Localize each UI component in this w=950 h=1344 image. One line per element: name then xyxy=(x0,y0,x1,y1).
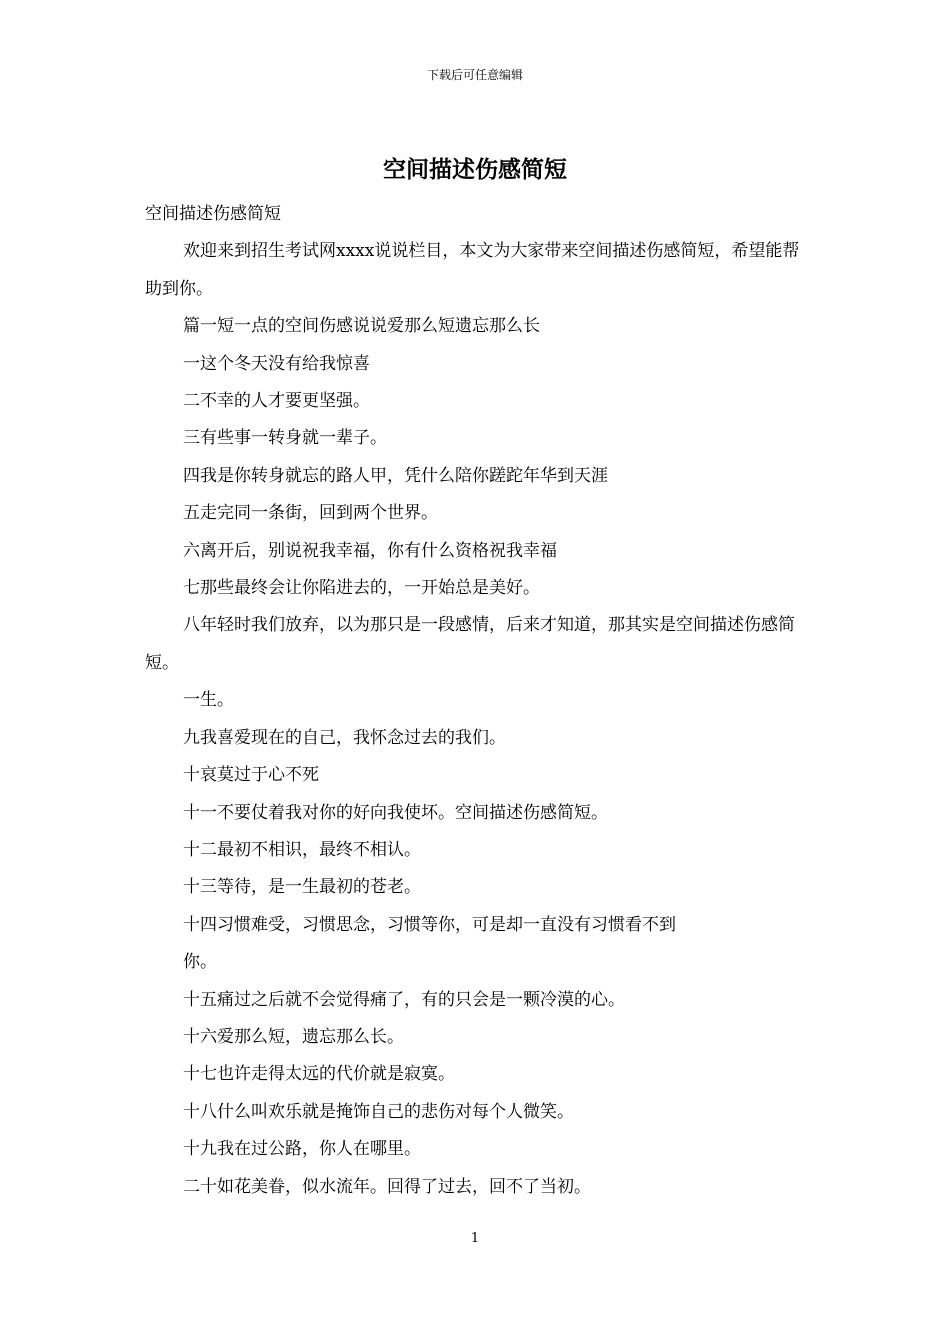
paragraph: 六离开后，别说祝我幸福，你有什么资格祝我幸福 xyxy=(183,540,557,561)
paragraph: 二十如花美眷，似水流年。回得了过去，回不了当初。 xyxy=(183,1176,591,1197)
paragraph: 十九我在过公路，你人在哪里。 xyxy=(183,1139,421,1160)
header-note: 下载后可任意编辑 xyxy=(426,68,523,82)
document-body xyxy=(145,196,810,1206)
paragraph: 五走完同一条街，回到两个世界。 xyxy=(183,503,438,524)
document-title: 空间描述伤感简短 xyxy=(383,156,567,183)
paragraph: 十二最初不相识，最终不相认。 xyxy=(183,839,421,860)
paragraph: 篇一短一点的空间伤感说说爱那么短遗忘那么长 xyxy=(183,316,540,337)
paragraph: 你。 xyxy=(183,952,217,973)
paragraph: 四我是你转身就忘的路人甲，凭什么陪你蹉跎年华到天涯 xyxy=(183,465,608,486)
paragraph: 十哀莫过于心不死 xyxy=(183,765,319,786)
paragraph: 三有些事一转身就一辈子。 xyxy=(183,428,387,449)
paragraph: 十三等待，是一生最初的苍老。 xyxy=(183,877,421,898)
paragraph: 一生。 xyxy=(183,690,234,711)
page-number: 1 xyxy=(470,1231,480,1246)
paragraph: 十一不要仗着我对你的好向我使坏。空间描述伤感简短。 xyxy=(183,802,608,823)
paragraph: 十四习惯难受，习惯思念，习惯等你，可是却一直没有习惯看不到 xyxy=(183,914,676,935)
paragraph: 十八什么叫欢乐就是掩饰自己的悲伤对每个人微笑。 xyxy=(183,1101,574,1122)
paragraph: 一这个冬天没有给我惊喜 xyxy=(183,353,370,374)
paragraph: 二不幸的人才要更坚强。 xyxy=(183,391,370,412)
document-subtitle: 空间描述伤感简短 xyxy=(145,204,281,224)
paragraph: 八年轻时我们放弃，以为那只是一段感情，后来才知道，那其实是空间描述伤感简短。 xyxy=(145,615,795,673)
paragraph: 欢迎来到招生考试网xxxx说说栏目，本文为大家带来空间描述伤感简短，希望能帮助到你。 xyxy=(145,241,800,299)
paragraph: 十五痛过之后就不会觉得痛了，有的只会是一颗冷漠的心。 xyxy=(183,989,625,1010)
paragraph: 九我喜爱现在的自己，我怀念过去的我们。 xyxy=(183,727,506,748)
paragraph: 十七也许走得太远的代价就是寂寞。 xyxy=(183,1064,455,1085)
paragraph: 十六爱那么短，遗忘那么长。 xyxy=(183,1026,404,1047)
paragraph: 七那些最终会让你陷进去的，一开始总是美好。 xyxy=(183,578,540,599)
